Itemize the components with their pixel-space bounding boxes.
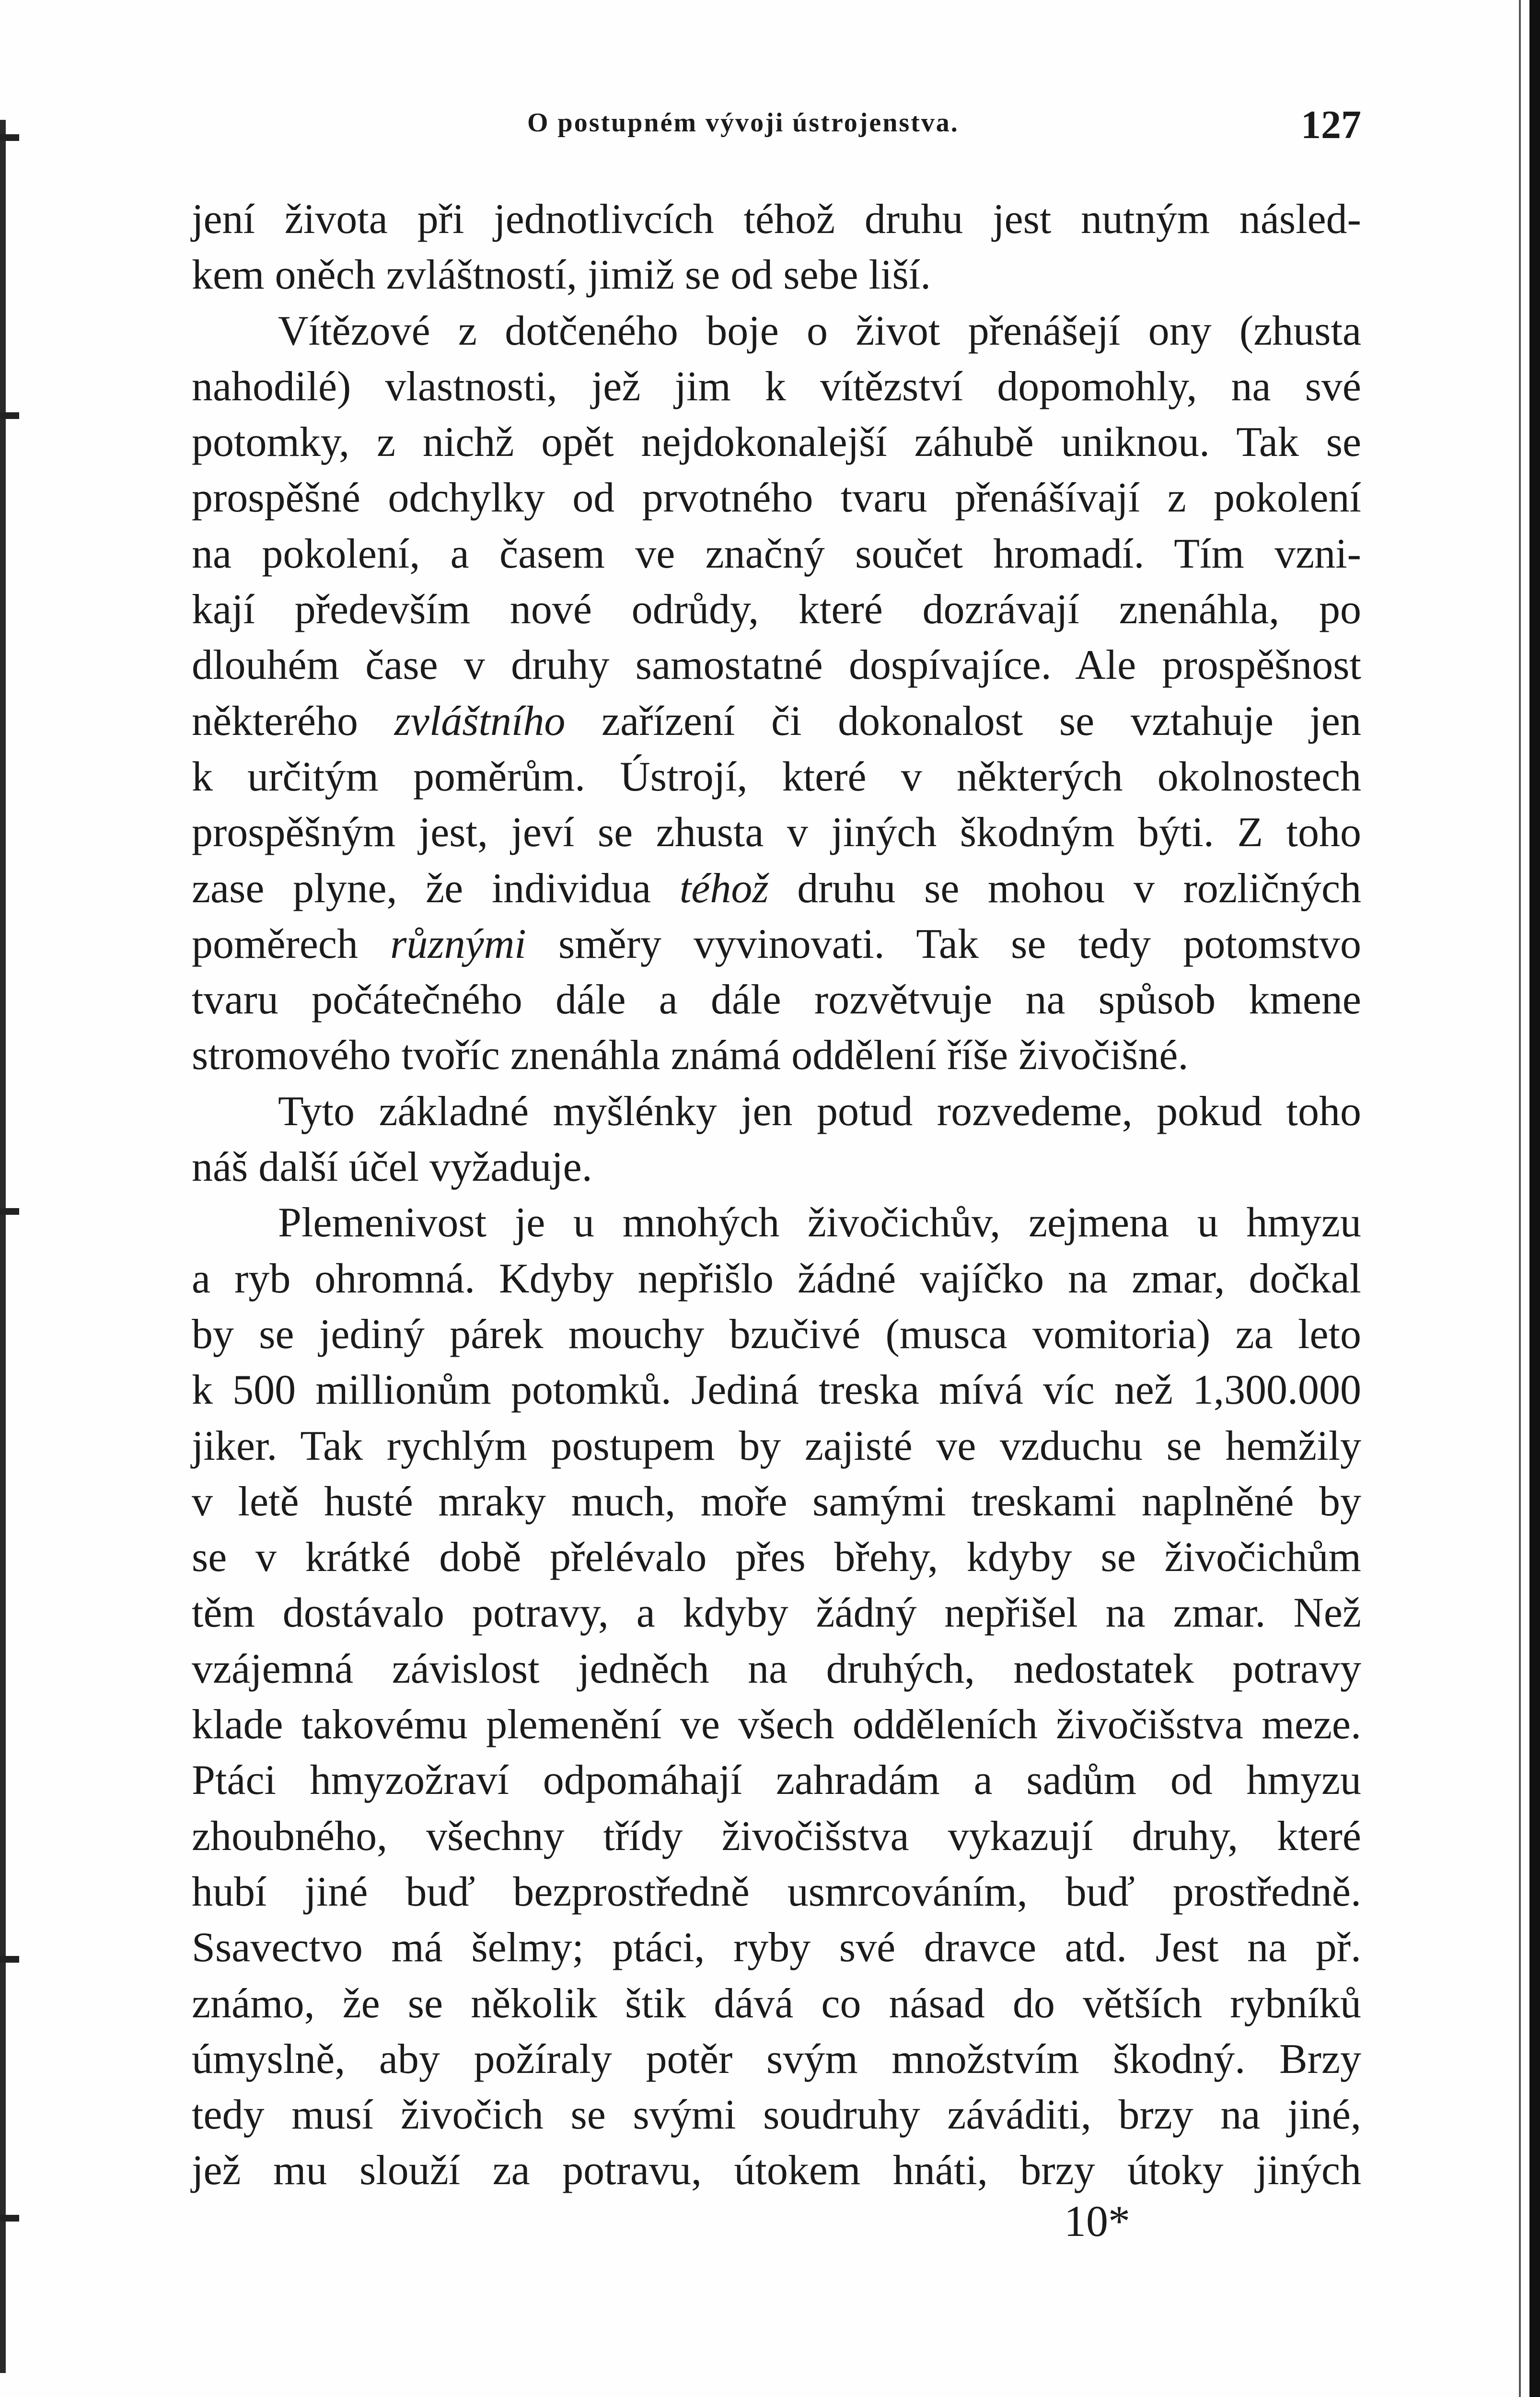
text-line: náš další účel vyžaduje.	[192, 1144, 592, 1191]
text-line: stromového tvoříc znenáhla známá oddělení říše živočišné.	[192, 1032, 1189, 1079]
scan-edge-mark	[0, 1956, 19, 1963]
signature-mark: 10*	[1064, 2197, 1130, 2246]
text-line: úmyslně, aby požíraly potěr svým množstvím škodný. Brzy	[192, 2036, 1361, 2083]
text-line: k určitým poměrům. Ústrojí, které v některých okolnostech	[192, 753, 1361, 800]
text-line: těm dostávalo potravy, a kdyby žádný nepřišel na zmar. Než	[192, 1590, 1361, 1637]
text-fragment: zase plyne, že individua	[192, 865, 680, 912]
text-line: vzájemná závislost jedněch na druhých, nedostatek potravy	[192, 1645, 1361, 1692]
text-line: jiker. Tak rychlým postupem by zajisté ve vzduchu se hemžily	[192, 1422, 1361, 1469]
scan-edge-right	[1529, 0, 1540, 2397]
running-title: O postupném vývoji ústrojenstva.	[527, 108, 959, 138]
text-line: Ptáci hmyzožraví odpomáhají zahradám a sadům od hmyzu	[192, 1757, 1361, 1804]
italic-word: zvláštního	[394, 698, 566, 745]
text-fragment: směry vyvinovati. Tak se tedy potomstvo	[526, 920, 1361, 967]
text-line: tedy musí živočich se svými soudruhy záváditi, brzy na jiné,	[192, 2092, 1361, 2139]
scan-edge-mark	[0, 2215, 19, 2222]
italic-word: různými	[390, 920, 526, 967]
text-line: v letě husté mraky much, moře samými treskami naplněné by	[192, 1478, 1361, 1525]
text-line	[192, 861, 1361, 917]
scan-edge-mark	[0, 1208, 19, 1215]
text-line: prospěšné odchylky od prvotného tvaru přenášívají z pokolení	[192, 475, 1361, 522]
text-line: hubí jiné buď bezprostředně usmrcováním, buď prostředně.	[192, 1868, 1361, 1915]
scan-edge-line	[1519, 0, 1521, 2397]
italic-word: téhož	[679, 865, 769, 912]
text-line: k 500 millionům potomků. Jediná treska mívá víc než 1,300.000	[192, 1367, 1361, 1414]
text-line: kem oněch zvláštností, jimiž se od sebe liší.	[192, 252, 931, 299]
text-line: Tyto základné myšlénky jen potud rozvedeme, pokud toho	[278, 1088, 1361, 1135]
scan-edge-mark	[0, 412, 19, 419]
text-line: na pokolení, a časem ve značný součet hromadí. Tím vzni-	[192, 530, 1361, 577]
text-line: jež mu slouží za potravu, útokem hnáti, brzy útoky jiných	[192, 2147, 1361, 2194]
text-line: klade takovému plemenění ve všech odděleních živočišstva meze.	[192, 1701, 1361, 1748]
text-line: Vítězové z dotčeného boje o život přenášejí ony (zhusta	[278, 307, 1361, 354]
text-line	[192, 917, 1361, 972]
page-header	[201, 102, 1361, 154]
text-line: dlouhém čase v druhy samostatné dospívajíce. Ale prospěšnost	[192, 642, 1361, 689]
text-fragment: druhu se mohou v rozličných	[768, 865, 1361, 912]
scan-edge-left	[0, 120, 6, 2373]
text-line: jení života při jednotlivcích téhož druhu jest nutným násled-	[192, 196, 1361, 243]
text-line: se v krátké době přelévalo přes břehy, kdyby se živočichům	[192, 1534, 1361, 1581]
text-fragment: některého	[192, 698, 394, 745]
text-line: známo, že se několik štik dává co násad do větších rybníků	[192, 1980, 1361, 2027]
body-text	[192, 192, 1361, 2199]
scan-edge-mark	[0, 134, 19, 141]
text-line: prospěšným jest, jeví se zhusta v jiných škodným býti. Z toho	[192, 809, 1361, 856]
text-fragment: poměrech	[192, 920, 391, 967]
text-line: Ssavectvo má šelmy; ptáci, ryby své dravce atd. Jest na př.	[192, 1924, 1361, 1971]
text-line: zhoubného, všechny třídy živočišstva vykazují druhy, které	[192, 1813, 1361, 1860]
text-line: a ryb ohromná. Kdyby nepřišlo žádné vajíčko na zmar, dočkal	[192, 1255, 1361, 1302]
text-line: potomky, z nichž opět nejdokonalejší záhubě uniknou. Tak se	[192, 419, 1361, 466]
text-line: Plemenivost je u mnohých živočichův, zejmena u hmyzu	[278, 1199, 1361, 1246]
text-line: tvaru počátečného dále a dále rozvětvuje na spůsob kmene	[192, 977, 1361, 1024]
text-fragment: zařízení či dokonalost se vztahuje jen	[565, 698, 1361, 745]
page-number: 127	[1301, 103, 1361, 147]
text-line: kají především nové odrůdy, které dozrávají znenáhla, po	[192, 586, 1361, 633]
text-line	[192, 694, 1361, 749]
text-line: by se jediný párek mouchy bzučivé (musca vomitoria) za leto	[192, 1311, 1361, 1358]
text-line: nahodilé) vlastnosti, jež jim k vítězství dopomohly, na své	[192, 363, 1361, 410]
